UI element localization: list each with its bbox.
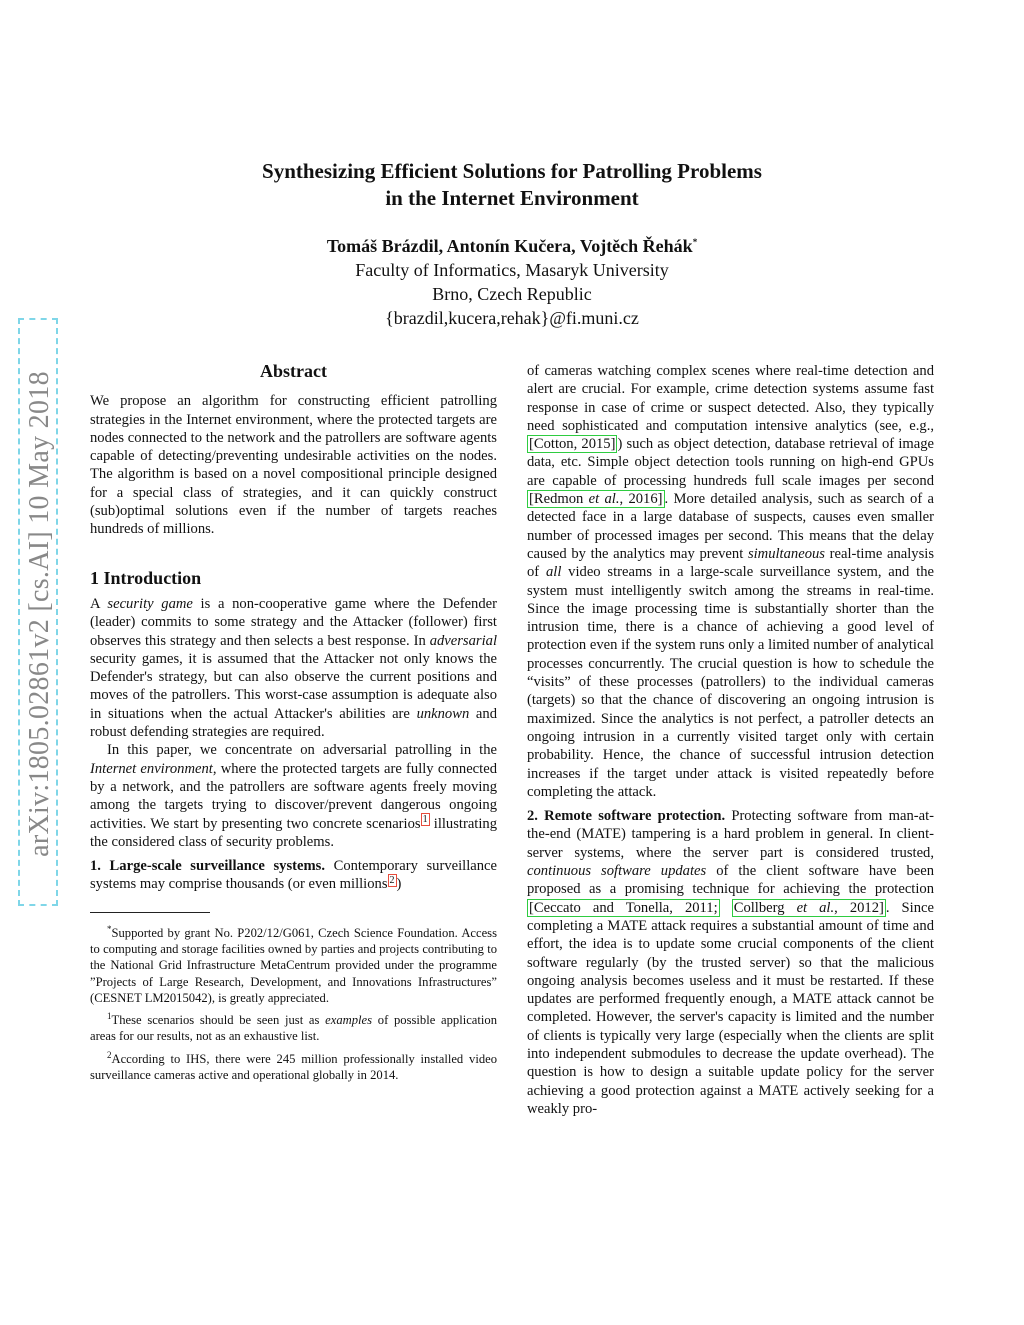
author-block xyxy=(0,230,1024,330)
footnote-1: $^1$These scenarios should be seen just as examples of possible application areas for our results, not as an exhaustive list. xyxy=(90,1010,497,1044)
abstract-text: We propose an algorithm for constructing efficient patrolling strategies in the Internet environment, where the protected targets are nodes connected to the network and the patrollers are software agents capable of detecting/preventing undesirable activities on the nodes. The algorithm is based on a novel compositional principle designed for a special class of strategies, and it can quickly construct (sub)optimal solutions even if the number of targets reaches hundreds of millions. xyxy=(90,393,497,538)
paper-title xyxy=(0,158,1024,212)
footnote-link-1[interactable]: 1 xyxy=(422,813,428,825)
left-column xyxy=(90,362,497,1085)
section-heading-introduction: 1 Introduction xyxy=(90,567,202,588)
author-names: Tomáš Brázdil, Antonín Kučera, Vojtěch Řehák* xyxy=(326,236,698,256)
footnote-0: *Supported by grant No. P202/12/G061, Czech Science Foundation. Access to computing and storage facilities owned by parties and projects contributing to the National Grid Infrastructure MetaCentrum provided under the programme ”Projects of Large Research, Development, and Innovations Infrastructures” (CESNET LM2015042), is greatly appreciated. xyxy=(90,923,497,1005)
affiliation: Faculty of Informatics, Masaryk University xyxy=(355,260,669,280)
footnote-link-2[interactable]: 2 xyxy=(389,874,395,886)
software-protection-paragraph: 2. Remote software protection. Protecting software from man-at-the-end (MATE) tampering is a hard problem in general. In client-server systems, where the server part is considered trusted, continuous software updates of the client software have been proposed as a promising technique for achieving the protection [Ceccato and Tonella, 2011; Collberg et al., 2012] . Since completing a MATE attack requires a substantial amount of time and effort, the idea is to update some crucial components of the client software regularly (by the trusted server) so that the malicious ongoing analysis becomes useless and it must be restarted. If these updates are performed frequently enough, a MATE attack cannot be completed. However, the server's capacity is limited and the number of clients is typically very large (especially when the clients are split into independent submodules to decrease the update overhead). The question is how to design a suitable update policy for the server achieving a good protection against a MATE actively seeking for a weakly pro- xyxy=(527,808,934,1117)
right-column xyxy=(527,362,934,1118)
title-line-2: in the Internet Environment xyxy=(385,186,639,210)
citation-ceccato-2011[interactable]: [Ceccato and Tonella, 2011; xyxy=(529,899,718,916)
intro-paragraph-3: 1. Large-scale surveillance systems. Contemporary surveillance systems may comprise thousands (or even millions $^2$ ) xyxy=(90,858,497,893)
arxiv-id: arXiv:1805.02861v2 [cs.AI] 10 May 2018 xyxy=(24,371,55,857)
intro-paragraph-1: A security game is a non-cooperative game where the Defender (leader) commits to some strategy and the Attacker (follower) first observes this strategy and then selects a best response. In adversarial security games, it is assumed that the Attacker not only knows the Defender's strategy, but can also observe the current positions and moves of the patrollers. This worst-case assumption is adequate also in situations when the actual Attacker's abilities are unknown and robust defending strategies are required. xyxy=(90,595,497,741)
citation-redmon-2016[interactable]: [Redmon et al., 2016] xyxy=(529,491,663,508)
footnote-rule xyxy=(90,912,210,913)
intro-paragraph-2: In this paper, we concentrate on adversarial patrolling in the Internet environment, where the protected targets are fully connected by a network, and the patrollers are software agents freely moving among the targets trying to discover/prevent dangerous ongoing activities. We start by presenting two concrete scenarios $^1$ illustrating the considered class of security problems. xyxy=(90,742,497,850)
email: {brazdil,kucera,rehak}@fi.muni.cz xyxy=(385,308,639,328)
abstract-heading: Abstract xyxy=(260,361,327,381)
arxiv-sidebar xyxy=(18,318,58,906)
footnotes xyxy=(90,921,497,1083)
surveillance-paragraph: of cameras watching complex scenes where real-time detection and alert are crucial. For example, crime detection systems assume fast response in case of crime or suspect detected. Also, they typically need sophisticated and computation intensive analytics (see, e.g., [Cotton, 2015] ) such as object detection, database retrieval of image data, etc. Simple object detection tools running on high-end GPUs are capable of processing hundreds full scale images per second [Redmon et al., 2016] . More detailed analysis, such as search of a detected face in a large database of suspects, causes even smaller number of processed images per second. This means that the delay caused by the analytics may prevent simultaneous real-time analysis of all video streams in a large-scale surveillance system, and the system must intelligently switch among the streams in real-time. Since the image processing time is substantially shorter than the intrusion time, there is a chance of achieving a good level of protection even if the system runs only a limited number of analytical processes concurrently. The crucial question is how to schedule the “visits” of these processes (patrollers) to the individual cameras (targets) so that the chance of discovering an ongoing intrusion is maximized. Since the analytics is not perfect, a patroller detects an ongoing intrusion in a currently visited target only with certain probability. Hence, the chance of successful intrusion detection increases if the target under attack is visited repeatedly before completing the attack. xyxy=(527,363,934,800)
citation-cotton-2015[interactable]: [Cotton, 2015] xyxy=(529,436,616,453)
footnote-2: $^2$According to IHS, there were 245 million professionally installed video surveillance cameras active and operational globally in 2014. xyxy=(90,1049,497,1082)
citation-collberg-2012[interactable]: Collberg et al., 2012] xyxy=(733,899,884,916)
title-line-1: Synthesizing Efficient Solutions for Patrolling Problems xyxy=(262,159,762,183)
location: Brno, Czech Republic xyxy=(432,284,592,304)
